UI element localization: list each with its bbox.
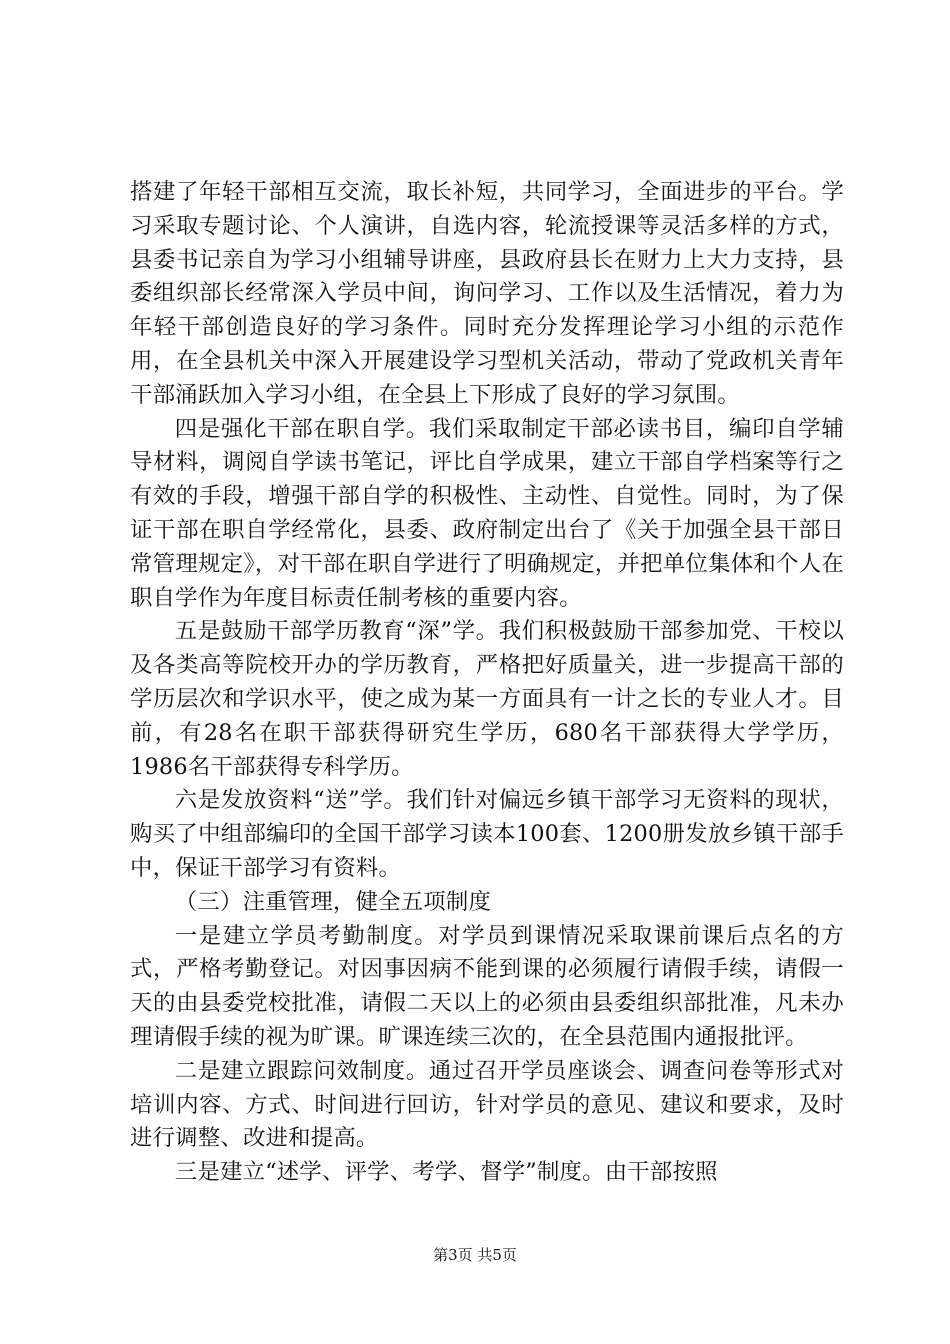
page-number: 第3页 共5页 xyxy=(433,1246,517,1264)
section-heading: （三）注重管理，健全五项制度 xyxy=(174,888,492,915)
paragraph-follow-up: 二是建立跟踪问效制度。通过召开学员座谈会、调查问卷等形式对培训内容、方式、时间进行回访，针对学员的意见、建议和要求，及时进行调整、改进和提高。 xyxy=(130,1057,844,1152)
body-text xyxy=(130,176,844,1190)
paragraph-self-study: 四是强化干部在职自学。我们采取制定干部必读书目，编印自学辅导材料，调阅自学读书笔记，评比自学成果，建立干部自学档案等行之有效的手段，增强干部自学的积极性、主动性、自觉性。同时，为了保证干部在职自学经常化，县委、政府制定出台了《关于加强全县干部日常管理规定》，对干部在职自学进行了明确规定，并把单位集体和个人在职自学作为年度目标责任制考核的重要内容。 xyxy=(130,415,844,611)
paragraph-materials: 六是发放资料“送”学。我们针对偏远乡镇干部学习无资料的现状，购买了中组部编印的全国干部学习读本100套、1200册发放乡镇干部手中，保证干部学习有资料。 xyxy=(130,787,844,881)
paragraph-study-review: 三是建立“述学、评学、考学、督学”制度。由干部按照 xyxy=(174,1159,718,1186)
paragraph-degree-education: 五是鼓励干部学历教育“深”学。我们积极鼓励干部参加党、干校以及各类高等院校开办的学历教育，严格把好质量关，进一步提高干部的学历层次和学识水平，使之成为某一方面具有一计之长的专业人才。目前，有28名在职干部获得研究生学历，680名干部获得大学学历，1986名干部获得专科学历。 xyxy=(130,618,844,780)
paragraph-attendance: 一是建立学员考勤制度。对学员到课情况采取课前课后点名的方式，严格考勤登记。对因事因病不能到课的必须履行请假手续，请假一天的由县委党校批准，请假二天以上的必须由县委组织部批准，凡未办理请假手续的视为旷课。旷课连续三次的，在全县范围内通报批评。 xyxy=(130,922,844,1050)
page-footer xyxy=(0,1244,950,1265)
paragraph-continuation: 搭建了年轻干部相互交流，取长补短，共同学习，全面进步的平台。学习采取专题讨论、个人演讲，自选内容，轮流授课等灵活多样的方式，县委书记亲自为学习小组辅导讲座，县政府县长在财力上大力支持，县委组织部长经常深入学员中间，询问学习、工作以及生活情况，着力为年轻干部创造良好的学习条件。同时充分发挥理论学习小组的示范作用，在全县机关中深入开展建设学习型机关活动，带动了党政机关青年干部涌跃加入学习小组，在全县上下形成了良好的学习氛围。 xyxy=(130,179,844,408)
